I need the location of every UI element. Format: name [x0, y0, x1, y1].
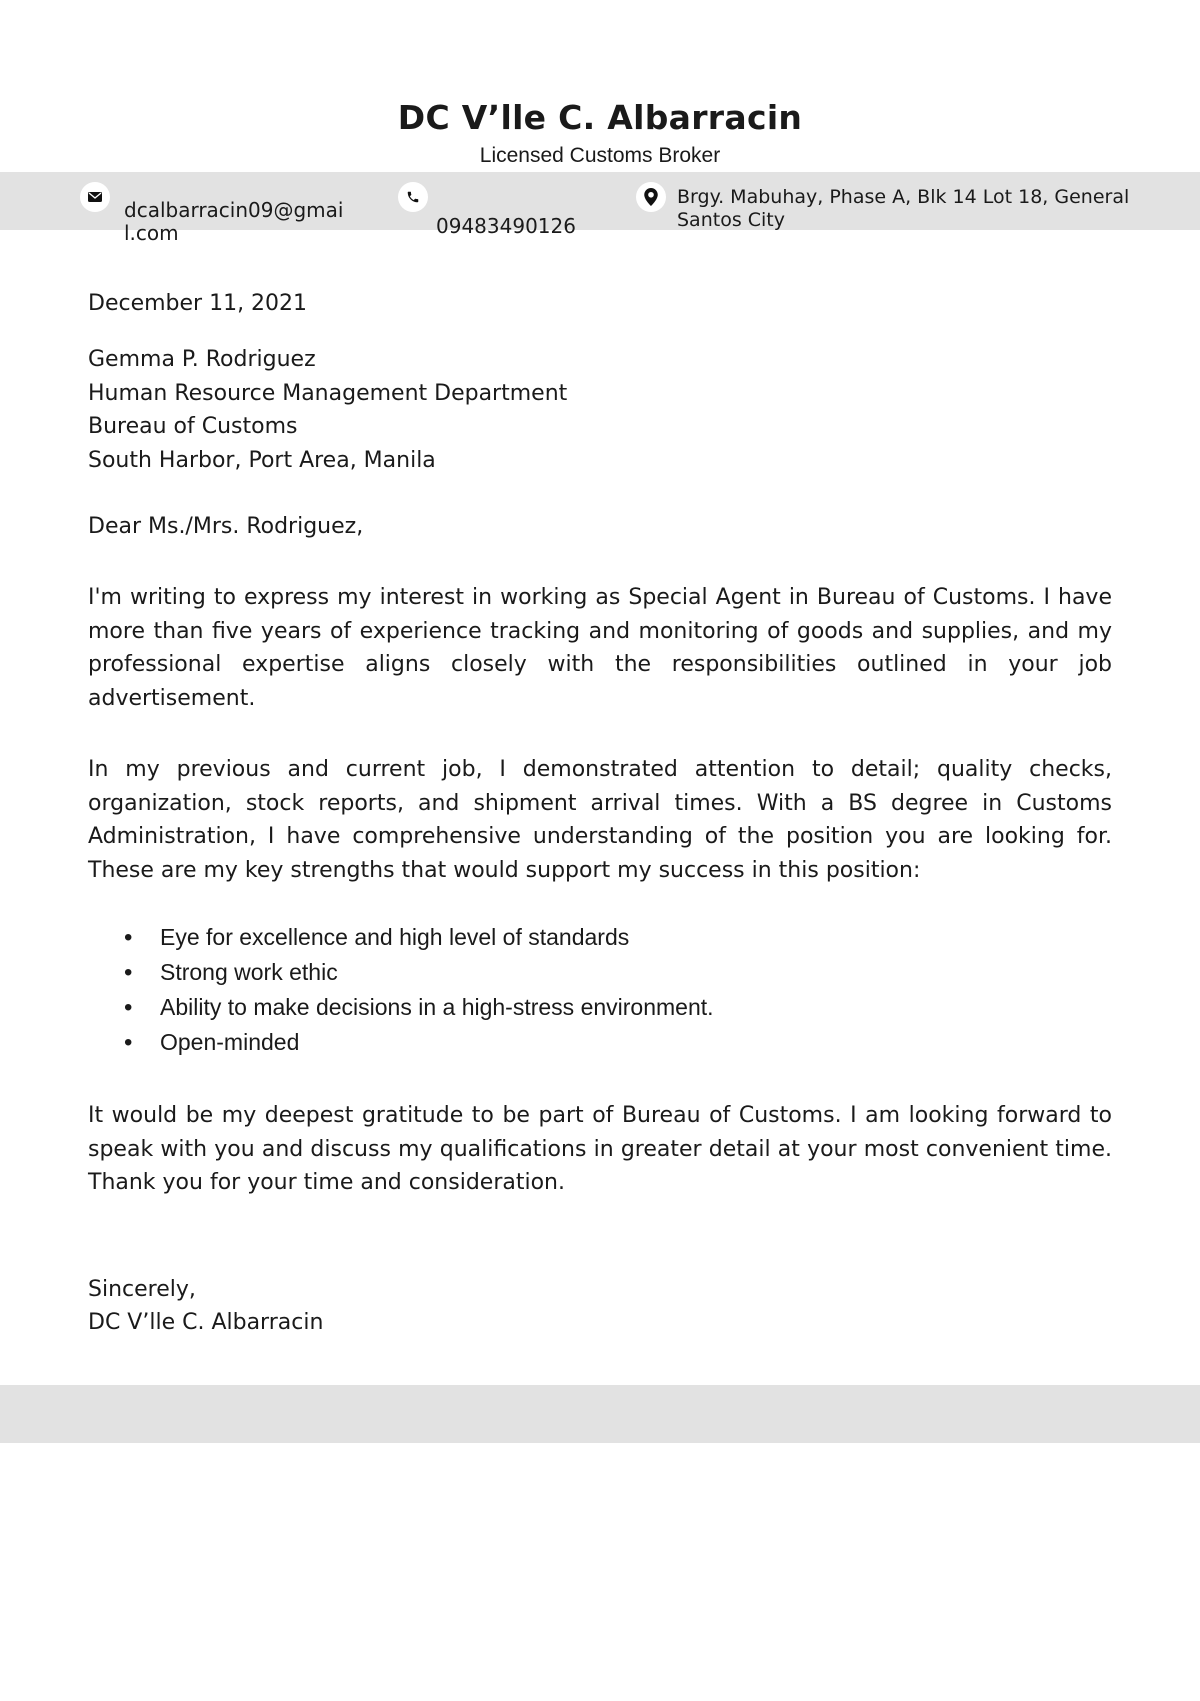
- paragraph-closing: It would be my deepest gratitude to be part of Bureau of Customs. I am looking forward to speak with you and discuss my qualifications in greater detail at your most convenient time. Thank you for your time and consideration.: [88, 1103, 1112, 1195]
- footer-bar: [0, 1385, 1200, 1443]
- envelope-icon: [80, 182, 110, 212]
- contact-address: Brgy. Mabuhay, Phase A, Blk 14 Lot 18, General Santos City: [677, 186, 1130, 231]
- paragraph-experience: In my previous and current job, I demonstrated attention to detail; quality checks, organization, stock reports, and shipment arrival times. With a BS degree in Customs Administration, I have comprehensive understanding of the position you are looking for. These are my key strengths that would support my success in this position:: [88, 757, 1112, 883]
- recipient-organization: Bureau of Customs: [88, 414, 298, 439]
- phone-icon: [398, 182, 428, 212]
- paragraph-intro: I'm writing to express my interest in working as Special Agent in Bureau of Customs. I have more than five years of experience tracking and monitoring of goods and supplies, and my professional expertise aligns closely with the responsibilities outlined in your job advertisement.: [88, 585, 1112, 711]
- applicant-name: DC V’lle C. Albarracin: [397, 98, 803, 137]
- recipient-name: Gemma P. Rodriguez: [88, 347, 316, 372]
- signature-name: DC V’lle C. Albarracin: [88, 1310, 324, 1335]
- contact-bar: [0, 172, 1200, 245]
- list-item: • Strong work ethic: [88, 955, 1088, 990]
- salutation: Dear Ms./Mrs. Rodriguez,: [88, 514, 364, 539]
- list-item: • Open-minded: [88, 1025, 1088, 1060]
- contact-email[interactable]: dcalbarracin09@gmail.com: [124, 198, 344, 245]
- list-item: • Ability to make decisions in a high-stress environment.: [88, 990, 1088, 1025]
- recipient-department: Human Resource Management Department: [88, 380, 568, 406]
- applicant-title: Licensed Customs Broker: [479, 144, 721, 167]
- closing: Sincerely,: [88, 1277, 196, 1302]
- list-item: • Eye for excellence and high level of standards: [88, 920, 1088, 955]
- location-pin-icon: [636, 182, 666, 212]
- strengths-list: [88, 920, 1088, 1060]
- recipient-block: [88, 343, 1112, 477]
- contact-phone[interactable]: 09483490126: [436, 214, 576, 238]
- letter-date: December 11, 2021: [88, 291, 308, 316]
- recipient-address: South Harbor, Port Area, Manila: [88, 447, 436, 473]
